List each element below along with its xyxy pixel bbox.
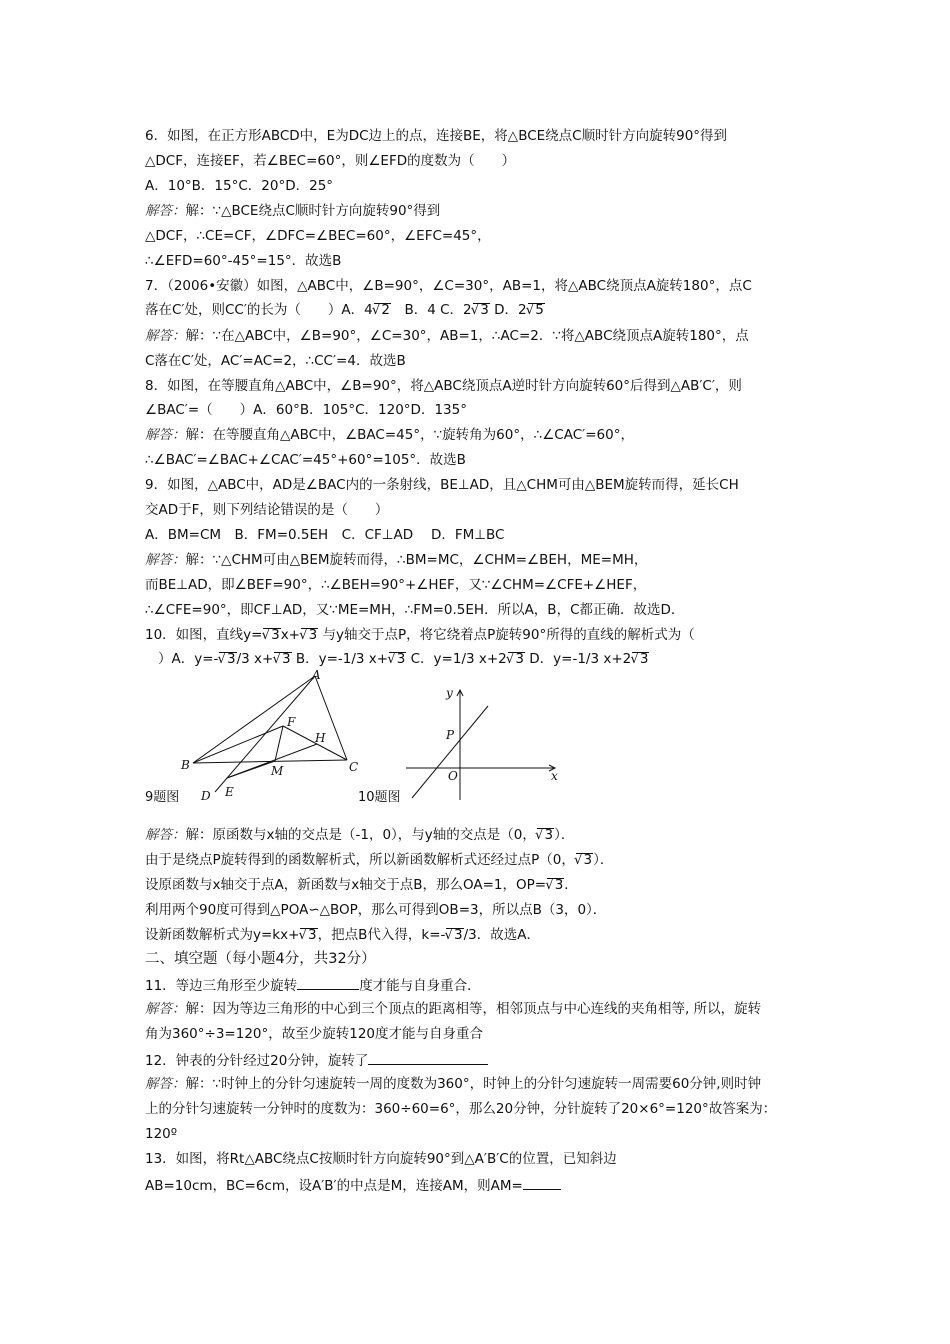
q10-opt-a: ）A．y=- <box>158 651 219 667</box>
q11-answer-line2: 角为360°÷3=120°，故至少旋转120度才能与自身重合 <box>145 1026 484 1042</box>
q11-answer-line1 <box>145 1000 761 1018</box>
q9-stem-line1: 9．如图，△ABC中，AD是∠BAC内的一条射线，BE⊥AD，且△CHM可由△BEM旋转而得，延长CH <box>145 477 739 493</box>
answer-text: 由于是绕点P旋转得到的函数解析式，所以新函数解析式还经过点P（0， <box>145 852 575 868</box>
sqrt-symbol: √ 3 <box>547 878 564 892</box>
answer-label: 解答： <box>145 1001 186 1017</box>
answer-text-end: ）． <box>593 852 614 868</box>
answer-label: 解答： <box>145 328 186 344</box>
q6-stem-line1: 6．如图，在正方形ABCD中，E为DC边上的点，连接BE，将△BCE绕点C顺时针方向旋转90°得到 <box>145 128 728 144</box>
sqrt-symbol: √ 3 <box>300 928 317 942</box>
q7-answer-line1 <box>145 327 749 345</box>
answer-text: 解：因为等边三角形的中心到三个顶点的距离相等，相邻顶点与中心连线的夹角相等, 所以，旋转 <box>185 1001 762 1017</box>
sqrt-symbol: √ 3 <box>446 928 463 942</box>
q7-text-b: B．4 C．2 <box>404 302 472 318</box>
q10-text-c: 与y轴交于点P，将它绕着点P旋转90°所得的直线的解析式为（ <box>322 627 695 643</box>
q7-text-a: 落在C′处，则CC′的长为（ ）A．4 <box>145 302 373 318</box>
answer-label: 解答： <box>145 427 186 443</box>
q7-stem-line1: 7．（2006•安徽）如图，△ABC中，∠B=90°，∠C=30°，AB=1，将△ABC绕顶点A旋转180°，点C <box>145 278 752 294</box>
q10-text-b: x+ <box>280 627 300 643</box>
q10-options <box>158 650 649 668</box>
answer-blank[interactable] <box>368 1050 488 1065</box>
answer-text-end: ）． <box>554 827 575 843</box>
sqrt-symbol: √ 3 <box>301 628 318 642</box>
q10-stem-line1 <box>145 626 695 644</box>
q8-stem-line1: 8．如图，在等腰直角△ABC中，∠B=90°，将△ABC绕顶点A逆时针方向旋转60°后得到△AB′C′，则 <box>145 378 742 394</box>
q9-answer-line2: 而BE⊥AD，即∠BEF=90°，∴∠BEH=90°+∠HEF，又∵∠CHM=∠CFE+∠HEF， <box>145 577 647 593</box>
fig9-label-C: C <box>349 760 359 774</box>
answer-text: 解：∵△CHM可由△BEM旋转而得，∴BM=MC，∠CHM=∠BEH，ME=MH， <box>185 552 648 568</box>
answer-text: 设原函数与x轴交于点A，新函数与x轴交于点B，那么OA=1，OP= <box>145 877 547 893</box>
sqrt-symbol: √ 3 <box>389 652 406 666</box>
fig9-label-B: B <box>181 758 190 772</box>
q11-stem <box>145 975 481 995</box>
fig9-label-F: F <box>287 715 296 729</box>
q10-text-a: 10．如图，直线y= <box>145 627 263 643</box>
section-title: 二、填空题（每小题4分，共32分） <box>145 951 376 967</box>
answer-blank[interactable] <box>523 1175 561 1190</box>
sqrt-symbol: √ 3 <box>473 303 490 317</box>
q7-stem-line2 <box>145 301 545 319</box>
fig10-caption: 10题图 <box>358 790 401 805</box>
q10-opt-a2: /3 x+ <box>236 651 274 667</box>
sqrt-symbol: √ 3 <box>274 652 291 666</box>
q10-answer-line3 <box>145 876 578 894</box>
q6-answer-line1 <box>145 202 440 220</box>
figure-9-triangle-diagram <box>175 668 375 806</box>
answer-label: 解答： <box>145 552 186 568</box>
q10-answer-line4: 利用两个90度可得到△POA∽△BOP，那么可得到OB=3，所以点B（3，0）． <box>145 902 607 918</box>
sqrt-symbol: √ 3 <box>576 853 593 867</box>
sqrt-symbol: √ 2 <box>374 303 391 317</box>
answer-text: 解：在等腰直角△ABC中，∠BAC=45°，∵旋转角为60°，∴∠CAC′=60°， <box>185 427 634 443</box>
fig10-label-y: y <box>446 686 453 700</box>
answer-text-end: ． <box>564 877 578 893</box>
sqrt-symbol: √ 3 <box>263 628 280 642</box>
fig9-label-M: M <box>271 764 284 778</box>
q10-answer-line2 <box>145 851 613 869</box>
q6-answer-line3: ∴∠EFD=60°-45°=15°．故选B <box>145 253 342 269</box>
sqrt-symbol: √ 3 <box>632 652 649 666</box>
q12-text: 12．钟表的分针经过20分钟，旋转了 <box>145 1053 369 1069</box>
q12-stem <box>145 1050 488 1070</box>
sqrt-symbol: √ 3 <box>537 828 554 842</box>
fig10-label-x: x <box>551 769 558 783</box>
answer-text: 解：∵时钟上的分针匀速旋转一周的度数为360°，时钟上的分针匀速旋转一周需要60分钟,则时钟 <box>185 1076 762 1092</box>
q8-answer-line1 <box>145 426 634 444</box>
q11-text-a: 11．等边三角形至少旋转 <box>145 978 298 994</box>
q10-opt-b: B．y=-1/3 x+ <box>295 651 389 667</box>
q11-text-b: 度才能与自身重合． <box>359 978 481 994</box>
q10-opt-d: D．y=-1/3 x+2 <box>529 651 632 667</box>
q12-answer-line2: 上的分针匀速旋转一分钟时的度数为：360÷60=6°，那么20分钟，分针旋转了20×6°=120°故答案为： <box>145 1101 777 1117</box>
answer-label: 解答： <box>145 203 186 219</box>
q13-stem-line2 <box>145 1175 561 1195</box>
fig9-label-H: H <box>315 731 326 745</box>
fig9-label-E: E <box>225 785 234 799</box>
answer-text: 设新函数解析式为y=kx+ <box>145 927 300 943</box>
fig10-label-P: P <box>446 728 455 742</box>
q10-answer-line1 <box>145 826 574 844</box>
fig10-label-O: O <box>448 769 458 783</box>
fig9-label-D: D <box>201 789 211 803</box>
figure-10-coordinate-plot <box>400 684 565 804</box>
q12-answer-line3: 120º <box>145 1126 178 1142</box>
sqrt-symbol: √ 3 <box>219 652 236 666</box>
q9-options: A．BM=CM B．FM=0.5EH C．CF⊥AD D．FM⊥BC <box>145 527 505 543</box>
answer-blank[interactable] <box>297 975 359 990</box>
q6-options: A．10°B．15°C．20°D．25° <box>145 178 334 194</box>
q10-answer-line5 <box>145 926 540 944</box>
q8-stem-line2: ∠BAC′=（ ）A．60°B．105°C．120°D．135° <box>145 402 467 418</box>
sqrt-symbol: √ 5 <box>528 303 545 317</box>
q9-answer-line3: ∴∠CFE=90°，即CF⊥AD，又∵ME=MH，∴FM=0.5EH．所以A，B，C都正确．故选D． <box>145 602 685 618</box>
q12-answer-line1 <box>145 1075 761 1093</box>
answer-text: 解：∵△BCE绕点C顺时针方向旋转90°得到 <box>185 203 441 219</box>
answer-text: 解：原函数与x轴的交点是（-1，0），与y轴的交点是（0， <box>185 827 536 843</box>
answer-label: 解答： <box>145 827 186 843</box>
q6-stem-line2: △DCF，连接EF，若∠BEC=60°，则∠EFD的度数为（ ） <box>145 153 516 169</box>
answer-text-mid: ，把点B代入得，k=- <box>317 927 446 943</box>
fig9-label-A: A <box>312 668 321 682</box>
q7-answer-line2: C落在C′处，AC′=AC=2，∴CC′=4．故选B <box>145 353 406 369</box>
q9-answer-line1 <box>145 551 647 569</box>
q13-text: AB=10cm，BC=6cm，设A′B′的中点是M，连接AM，则AM= <box>145 1178 523 1194</box>
q9-stem-line2: 交AD于F，则下列结论错误的是（ ） <box>145 502 389 518</box>
q13-stem-line1: 13．如图，将Rt△ABC绕点C按顺时针方向旋转90°到△A′B′C的位置，已知斜边 <box>145 1151 617 1167</box>
sqrt-symbol: √ 3 <box>508 652 525 666</box>
fig9-caption: 9题图 <box>145 790 180 805</box>
answer-text: 解：∵在△ABC中，∠B=90°，∠C=30°，AB=1，∴AC=2．∵将△ABC绕顶点A旋转180°，点 <box>185 328 749 344</box>
answer-text-end: /3．故选A． <box>463 927 540 943</box>
q6-answer-line2: △DCF，∴CE=CF，∠DFC=∠BEC=60°，∠EFC=45°， <box>145 228 491 244</box>
q8-answer-line2: ∴∠BAC′=∠BAC+∠CAC′=45°+60°=105°．故选B <box>145 452 466 468</box>
answer-label: 解答： <box>145 1076 186 1092</box>
q10-opt-c: C．y=1/3 x+2 <box>410 651 507 667</box>
q7-text-c: D．2 <box>494 302 527 318</box>
